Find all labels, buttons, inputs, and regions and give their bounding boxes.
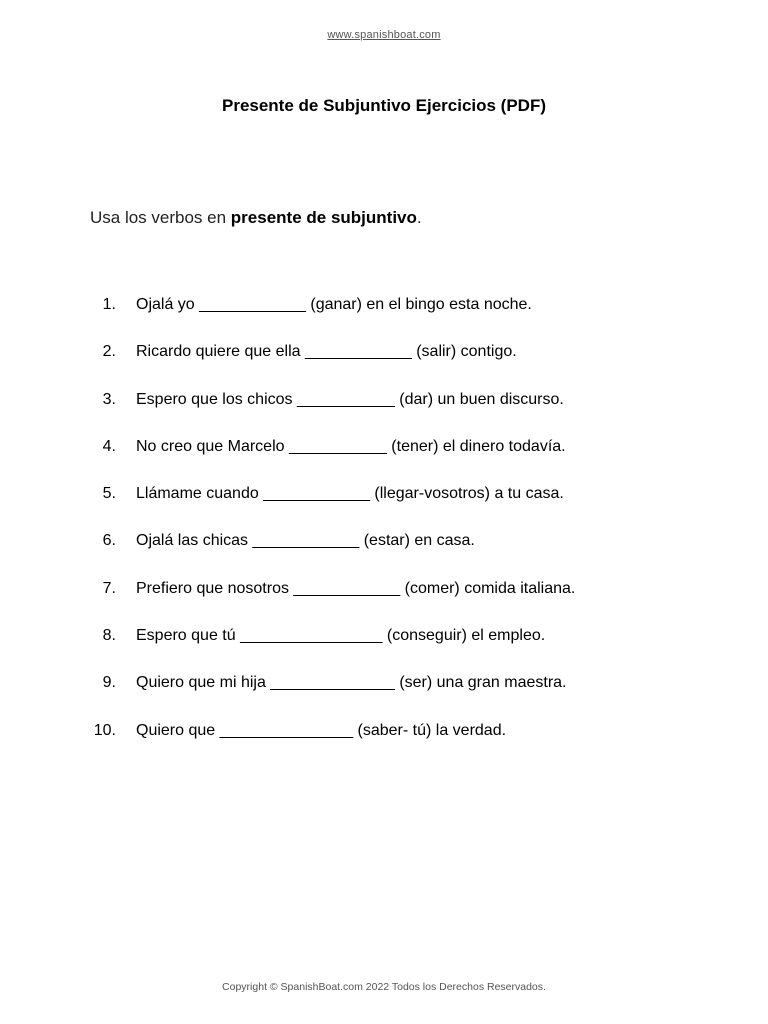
exercise-number: 5. bbox=[102, 485, 116, 503]
exercise-item bbox=[0, 342, 768, 389]
instruction-prefix: Usa los verbos en bbox=[90, 208, 231, 227]
exercise-text: Espero que tú ________________ (conseguir) el empleo. bbox=[136, 627, 546, 645]
instruction-bold: presente de subjuntivo bbox=[230, 208, 417, 227]
exercise-text: Espero que los chicos ___________ (dar) un buen discurso. bbox=[136, 390, 564, 408]
exercise-item bbox=[0, 295, 768, 342]
site-link[interactable]: www.spanishboat.com bbox=[327, 29, 441, 41]
exercise-list bbox=[0, 295, 768, 768]
exercise-number: 10. bbox=[93, 721, 116, 739]
exercise-item bbox=[0, 579, 768, 626]
exercise-number: 1. bbox=[102, 296, 116, 313]
exercise-text: Quiero que _______________ (saber- tú) la verdad. bbox=[136, 721, 507, 739]
exercise-text: Ojalá las chicas ____________ (estar) en casa. bbox=[136, 532, 475, 550]
exercise-number: 4. bbox=[102, 437, 116, 455]
exercise-number: 9. bbox=[102, 674, 116, 692]
exercise-item bbox=[0, 531, 768, 578]
exercise-item bbox=[0, 721, 768, 768]
exercise-text: Ojalá yo ____________ (ganar) en el bingo esta noche. bbox=[136, 296, 532, 313]
exercise-text: Ricardo quiere que ella ____________ (salir) contigo. bbox=[136, 343, 517, 361]
exercise-text: Prefiero que nosotros ____________ (comer) comida italiana. bbox=[136, 579, 576, 597]
exercise-number: 6. bbox=[102, 532, 116, 550]
exercise-item bbox=[0, 673, 768, 720]
instruction-suffix: . bbox=[416, 208, 422, 227]
exercise-item bbox=[0, 626, 768, 673]
exercise-number: 7. bbox=[102, 579, 116, 597]
exercise-item bbox=[0, 484, 768, 531]
instruction bbox=[90, 208, 422, 228]
exercise-item bbox=[0, 390, 768, 437]
exercise-number: 3. bbox=[102, 390, 116, 408]
copyright-footer: Copyright © SpanishBoat.com 2022 Todos los Derechos Reservados. bbox=[222, 981, 546, 993]
exercise-text: No creo que Marcelo ___________ (tener) el dinero todavía. bbox=[136, 437, 566, 455]
exercise-number: 8. bbox=[102, 627, 116, 645]
exercise-number: 2. bbox=[102, 343, 116, 361]
exercise-text: Quiero que mi hija ______________ (ser) una gran maestra. bbox=[136, 674, 567, 692]
exercise-item bbox=[0, 437, 768, 484]
exercise-text: Llámame cuando ____________ (llegar-vosotros) a tu casa. bbox=[136, 485, 564, 503]
page-title: Presente de Subjuntivo Ejercicios (PDF) bbox=[221, 96, 547, 115]
